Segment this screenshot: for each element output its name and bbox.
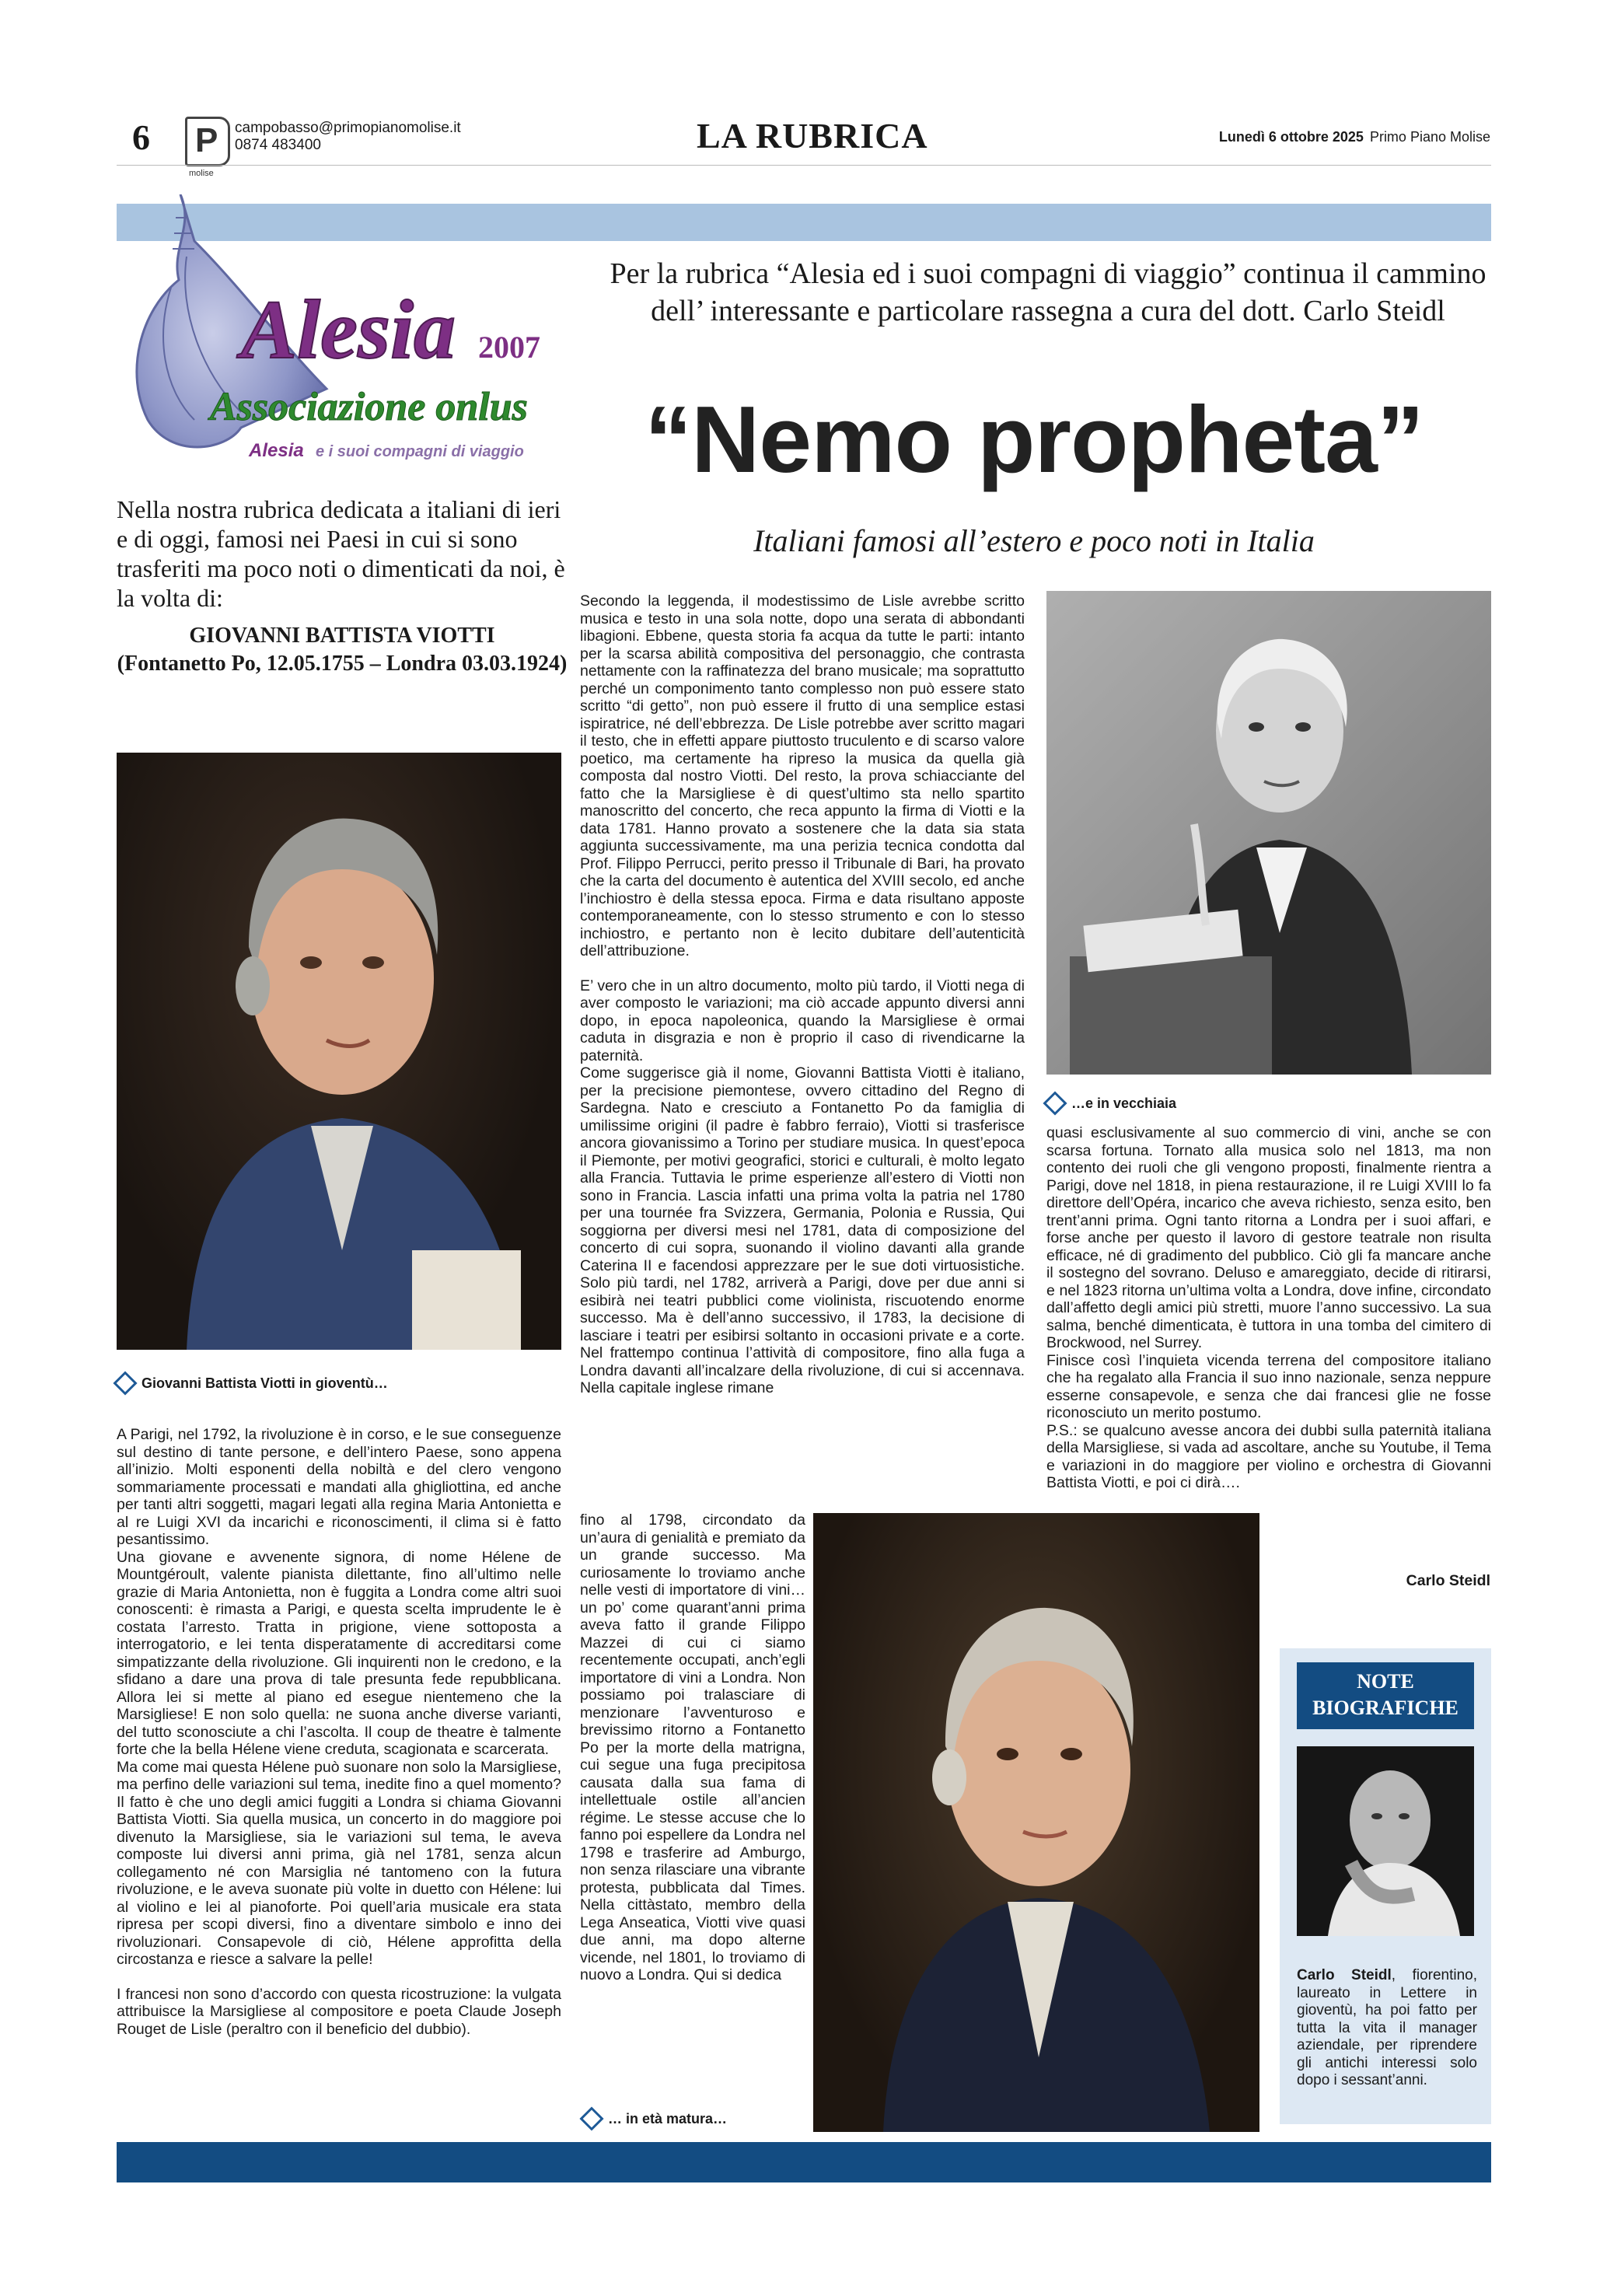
shell-icon: [124, 194, 568, 474]
note-title: [1297, 1662, 1474, 1729]
author-photo: [1297, 1746, 1474, 1936]
intro-text: Nella nostra rubrica dedicata a italiani di ieri e di oggi, famosi nei Paesi in cui si sono trasferiti ma poco noti o dimenticati da noi, è la volta di:: [117, 495, 565, 612]
col2-paragraph-3: Come suggerisce già il nome, Giovanni Battista Viotti è italiano, per la precisione piemontese, ovvero cittadino del Regno di Sardegna. Nato e cresciuto a Fontanetto Po da famiglia di umilissime origini (il padre è fabbro ferraio), Viotti si trasferisce ancora giovanissimo a Torino per studiare musica. In quest’epoca il Piemonte, per motivi geografici, storici e culturali, è molto legato alla Francia. Tuttavia le prime esperienze all’estero di Viotti non sono in Francia. Lascia infatti una prima volta la patria nel 1780 per una tournée fra Svizzera, Germania, Polonia e Russia, Qui soggiorna per diversi mesi nel 1781, data di composizione del concerto di cui sopra, suonando il violino davanti alla grande Caterina II e facendosi apprezzare per le sue doti virtuosistiche. Solo più tardi, nel 1782, arriverà a Parigi, dove per due anni si esibirà nei teatri pubblici come violinista, riscuotendo enorme successo. Ma è dell’anno successivo, il 1783, la decisione di lasciare i teatri per esibirsi soltanto in occasioni private e a corte. Nel frattempo continua l’attività di compositore, fino alla fuga a Londra davanti all’incalzare della rivoluzione, di cui si accennava. Nella capitale inglese rimane: [580, 1064, 1025, 1396]
note-author-name: Carlo Steidl: [1297, 1967, 1392, 1983]
bottom-band: [117, 2142, 1491, 2182]
caption-old: [1046, 1095, 1176, 1112]
logo-year: 2007: [478, 330, 540, 365]
article-col1: [117, 1426, 561, 2038]
logo-sub: molise: [189, 169, 214, 178]
col1-paragraph-4: I francesi non sono d’accordo con questa ricostruzione: la vulgata attribuisce la Marsigliese al compositore e poeta Claude Joseph Rouget de Lisle (peraltro con il beneficio del dubbio).: [117, 1985, 561, 2038]
caption-youth-text: Giovanni Battista Viotti in gioventù…: [141, 1375, 388, 1391]
person-name: GIOVANNI BATTISTA VIOTTI: [189, 624, 495, 648]
portrait-old: [1046, 591, 1491, 1075]
caption-youth: [117, 1375, 388, 1392]
note-box: [1280, 1648, 1491, 2124]
portrait-mature-figure: [813, 1513, 1259, 2132]
portrait-mature: [813, 1513, 1259, 2132]
header-date: Lunedì 6 ottobre 2025: [1218, 129, 1364, 145]
logo-tagline-name: Alesia: [249, 440, 304, 461]
article-kicker: Italiani famosi all’estero e poco noti in Italia: [753, 523, 1315, 558]
header-rule: [117, 165, 1491, 166]
note-text: [1297, 1967, 1477, 2090]
col1-paragraph-3: Ma come mai questa Hélene può suonare non solo la Marsigliese, ma perfino delle variazioni sul tema, inedite fino a quel momento? Il fatto è che uno degli amici fuggiti a Londra si chiama Giovanni Battista Viotti. Sia quella musica, un concerto in do maggiore poi divenuto la Marsigliese, sia le variazioni sul tema, le aveva composte lui diversi anni prima, già nel 1781, senza alcun collegamento né con Marsiglia né tantomeno con la futura rivoluzione, e le aveva suonate più volte in duetto con Hélene: lui al violino e lei al pianoforte. Poi quell’aria musicale era stata ripresa per scopi diversi, fino a diventare simbolo e inno dei rivoluzionari. Consapevole di ciò, Hélene approfitta della circostanza e riesce a salvare la pelle!: [117, 1758, 561, 1968]
header-phone: 0874 483400: [235, 137, 321, 153]
article-col3: [1046, 1124, 1491, 1492]
section-title: LA RUBRICA: [697, 116, 928, 156]
header-date-line: [1219, 129, 1490, 145]
page-number: 6: [132, 117, 150, 157]
article-col2: [580, 592, 1025, 1397]
logo-subtitle: Associazione onlus: [210, 385, 528, 429]
header-contacts: [235, 120, 461, 154]
logo-tagline-rest: e i suoi compagni di viaggio: [316, 443, 524, 460]
logo-name: Alesia: [241, 284, 456, 376]
person-dates: (Fontanetto Po, 12.05.1755 – Londra 03.03.1924): [117, 652, 568, 676]
caption-old-text: …e in vecchiaia: [1071, 1095, 1177, 1111]
alesia-logo: [124, 194, 568, 474]
newspaper-logo: [185, 117, 230, 178]
caption-mature-text: … in età matura…: [608, 2110, 728, 2127]
col2-paragraph-2: E’ vero che in un altro documento, molto più tardo, il Viotti nega di aver composto le variazioni; ma ciò accade appunto diversi anni dopo, in epoca napoleonica, quando la Marsigliese è ormai caduta in disgrazia e non è proprio il caso di rivendicarne la paternità.: [580, 977, 1025, 1064]
note-author-bio: , fiorentino, laureato in Lettere in gioventù, ha poi fatto per tutta la vita il manager aziendale, per riprendere gli antichi interessi solo dopo i sessant’anni.: [1297, 1967, 1478, 2088]
col3-paragraph-1: quasi esclusivamente al suo commercio di vini, anche se con scarsa fortuna. Tornato alla musica solo nel 1813, ma non contento dei ruoli che gli vengono proposti, finalmente rientra a Parigi, dove nel 1818, in piena restaurazione, il re Luigi XVIII lo fa direttore dell’Opéra, incarico che aveva richiesto, senza esito, ben trent’anni prima. Ogni tanto ritorna a Londra per i suoi affari, e forse anche per questo il lavoro di gestore teatrale non risulta efficace, né di gradimento del pubblico. Ciò gli fa mancare anche il sostegno del sovrano. Deluso e amareggiato, decide di ritirarsi, e nel 1823 ritorna un’ultima volta a Londra, dove infine, circondato dall’affetto degli amici più stretti, muore l’anno successivo. La sua salma, benché dimenticata, è tuttora in una tomba del cimitero di Brockwood, nel Surrey.: [1046, 1124, 1491, 1351]
header-paper: Primo Piano Molise: [1369, 129, 1490, 145]
portrait-youth: [117, 753, 561, 1350]
author-photo-figure: [1297, 1746, 1474, 1936]
portrait-old-figure: [1046, 591, 1491, 1075]
note-title-line2: BIOGRAFICHE: [1312, 1697, 1459, 1719]
diamond-icon: [579, 2106, 603, 2130]
diamond-icon: [1043, 1091, 1067, 1115]
person-heading: [117, 622, 568, 678]
col1-paragraph-1: A Parigi, nel 1792, la rivoluzione è in corso, e le sue conseguenze sul destino di tante persone, e dell’intero Paese, sono appena all’inizio. Molti esponenti della nobiltà e del clero vengono sommariamente processati e mandati alla ghigliottina, ed anche per tanti altri soggetti, magari legati alla regina Maria Antonietta e al re Luigi XVI da incarichi e riconoscimenti, il clima si è fatto pesantissimo.: [117, 1426, 561, 1548]
col3-paragraph-3: P.S.: se qualcuno avesse ancora dei dubbi sulla paternità italiana della Marsigliese, si vada ad ascoltare, anche su Youtube, il Tema e variazioni in do maggiore per violino e orchestra di Giovanni Battista Viotti, e poi ci dirà….: [1046, 1421, 1491, 1491]
col1-paragraph-2: Una giovane e avvenente signora, di nome Hélene de Mountgéroult, valente pianista dilettante, fino all’ultimo nelle grazie di Maria Antonietta, non è fuggita a Londra come altri suoi conoscenti: è rimasta a Parigi, e questa scelta imprudente le è costata l’arresto. Tratta in prigione, viene sottoposta a interrogatorio, e lei tenta disperatamente di accreditarsi come simpatizzante della rivoluzione. Gli inquirenti non le credono, e la sfidano a dare una prova di tale presunta fede repubblicana. Allora lei si mette al piano ed esegue nientemeno che la Marsigliese! E non solo quella: ne suona anche diverse varianti, del tutto sconosciute a chi l’ascolta. Il coup de theatre è talmente forte che la bella Hélene viene creduta, scagionata e scarcerata.: [117, 1548, 561, 1758]
col3-paragraph-2: Finisce così l’inquieta vicenda terrena del compositore italiano che ha regalato alla Francia il suo inno nazionale, senza neppure esserne consapevole, e senza che dai francesi glie ne fosse riconosciuto un merito postumo.: [1046, 1351, 1491, 1421]
portrait-youth-figure: [117, 753, 561, 1350]
diamond-icon: [113, 1371, 137, 1395]
article-signature: Carlo Steidl: [1406, 1572, 1490, 1589]
article-col2-narrow: fino al 1798, circondato da un’aura di genialità e premiato da un grande successo. Ma curiosamente lo troviamo anche nelle vesti di importatore di vini… un po’ come quarant’anni prima aveva fatto il grande Filippo Mazzei di cui ci siamo recentemente occupati, anch’egli importatore di vini a Londra. Non possiamo poi tralasciare di menzionare l’avventuroso e brevissimo ritorno a Fontanetto Po per la morte della matrigna, cui segue una fuga precipitosa causata dalla sua fama di intellettuale ostile all’ancien régime. Le stesse accuse che lo fanno poi espellere da Londra nel 1798 e trasferire ad Amburgo, non senza rilasciare una vibrante protesta, pubblicata dal Times. Nella cittàstato, membro della Lega Anseatica, Viotti vive quasi due anni, ma dopo alterne vicende, nel 1801, lo troviamo di nuovo a Londra. Qui si dedica: [580, 1511, 805, 1983]
logo-letter: P: [195, 121, 218, 159]
header-email[interactable]: campobasso@primopianomolise.it: [235, 120, 461, 136]
note-title-line1: NOTE: [1357, 1670, 1414, 1693]
article-headline: “Nemo propheta”: [645, 386, 1424, 492]
article-subhead: Per la rubrica “Alesia ed i suoi compagni di viaggio” continua il cammino dell’ interessante e particolare rassegna a cura del dott. Carlo Steidl: [610, 257, 1486, 327]
caption-mature: [583, 2110, 727, 2127]
col2-paragraph-1: Secondo la leggenda, il modestissimo de Lisle avrebbe scritto musica e testo in una sola notte, dopo una serata di abbondanti libagioni. Ebbene, questa storia fa acqua da tutte le parti: intanto per la scarsa abilità compositiva del personaggio, che contrasta nettamente con la raffinatezza del brano musicale; ma soprattutto perché un componimento tanto complesso non può essere stato scritto “di getto”, non può essere il frutto di una semplice estasi ispiratrice, né dell’ebbrezza. De Lisle potrebbe aver scritto magari il testo, che in effetti appare piuttosto truculento e di scarso valore poetico, ma certamente ha ripreso la musica da quella già composta dal nostro Viotti. Del resto, la prova schiacciante del fatto che la Marsigliese è di quest’ultimo sta nello spartito manoscritto del concerto, che reca appunto la firma di Viotti e la data 1781. Hanno provato a sostenere che la data sia stata aggiunta successivamente, ma una perizia tecnica condotta dal Prof. Filippo Perrucci, perito presso il Tribunale di Bari, ha provato che la carta del documento è autentica del XVIII secolo, ed anche l’inchiostro è della stessa epoca. Firma e data risultano apposte contemporaneamente, con lo stesso strumento e con lo stesso inchiostro, e pertanto non è lecito dubitare dell’autenticità dell’attribuzione.: [580, 592, 1025, 959]
